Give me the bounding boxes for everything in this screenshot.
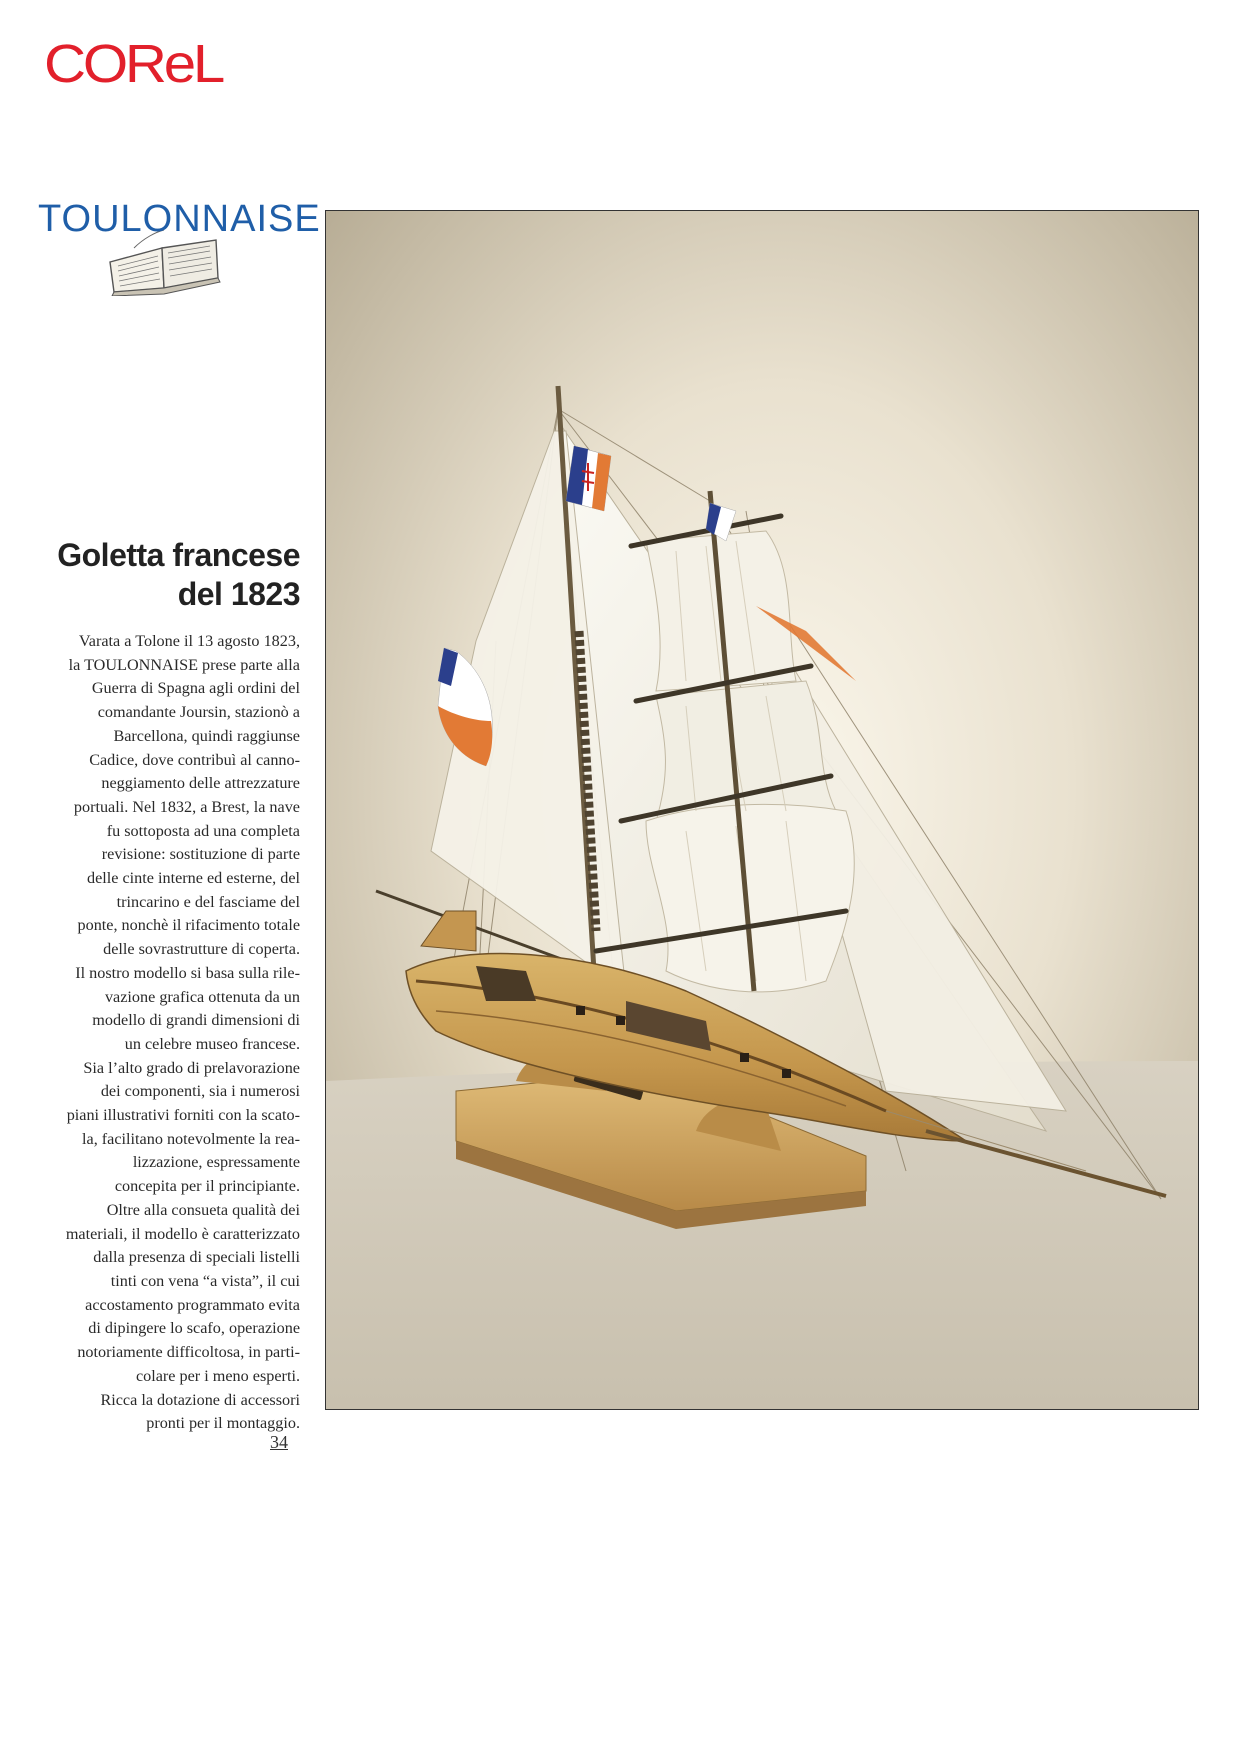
- body-line: delle cinte interne ed esterne, del: [86, 869, 300, 888]
- ship-model-illustration: [326, 211, 1198, 1409]
- body-line: un celebre museo francese.: [124, 1034, 300, 1053]
- body-line: notoriamente difficoltosa, in parti-: [77, 1343, 300, 1362]
- body-line: neggiamento delle attrezzature: [101, 774, 300, 793]
- body-line: Guerra di Spagna agli ordini del: [91, 679, 300, 698]
- article-subtitle: [40, 536, 300, 614]
- body-line: modello di grandi dimensioni di: [92, 1011, 300, 1030]
- body-line: fu sottoposta ad una completa: [106, 821, 300, 840]
- ship-title: TOULONNAISE: [38, 198, 321, 240]
- body-line: comandante Joursin, stazionò a: [97, 703, 300, 722]
- subtitle-line: del 1823: [177, 576, 300, 612]
- ship-model-photo: [325, 210, 1199, 1410]
- french-flag-main: [566, 446, 611, 511]
- body-line: accostamento programmato evita: [85, 1295, 300, 1314]
- body-line: concepita per il principiante.: [114, 1177, 300, 1196]
- body-line: Barcellona, quindi raggiunse: [113, 726, 300, 745]
- svg-text:COReL: COReL: [44, 34, 224, 90]
- corel-logo: [44, 34, 224, 90]
- body-line: di dipingere lo scafo, operazione: [88, 1319, 300, 1338]
- body-line: Cadice, dove contribuì al canno-: [89, 750, 300, 769]
- body-line: dalla presenza di speciali listelli: [93, 1248, 300, 1267]
- body-line: Il nostro modello si basa sulla rile-: [75, 963, 300, 982]
- body-line: ponte, nonchè il rifacimento totale: [77, 916, 300, 935]
- article-body: [36, 630, 300, 1436]
- body-line: Ricca la dotazione di accessori: [100, 1390, 300, 1409]
- body-line: Varata a Tolone il 13 agosto 1823,: [78, 632, 300, 650]
- body-line: revisione: sostituzione di parte: [101, 845, 300, 864]
- body-line: tinti con vena “a vista”, il cui: [110, 1271, 300, 1290]
- body-line: Sia l’alto grado di prelavorazione: [83, 1058, 300, 1077]
- body-line: piani illustrativi forniti con la scato-: [66, 1106, 300, 1125]
- body-line: colare per i meno esperti.: [135, 1366, 300, 1385]
- body-line: vazione grafica ottenuta da un: [104, 987, 300, 1006]
- body-line: lizzazione, espressamente: [132, 1153, 300, 1172]
- body-line: portuali. Nel 1832, a Brest, la nave: [73, 797, 300, 816]
- page-number: 34: [270, 1432, 288, 1452]
- subtitle-line: Goletta francese: [57, 537, 300, 573]
- body-line: materiali, il modello è caratterizzato: [65, 1224, 300, 1243]
- body-line: la, facilitano notevolmente la rea-: [82, 1129, 300, 1148]
- body-line: pronti per il montaggio.: [146, 1414, 300, 1433]
- body-line: Oltre alla consueta qualità dei: [106, 1200, 300, 1219]
- body-line: la TOULONNAISE prese parte alla: [68, 655, 300, 674]
- body-line: dei componenti, sia i numerosi: [100, 1082, 300, 1101]
- body-line: delle sovrastrutture di coperta.: [103, 940, 300, 959]
- body-line: trincarino e del fasciame del: [116, 892, 300, 911]
